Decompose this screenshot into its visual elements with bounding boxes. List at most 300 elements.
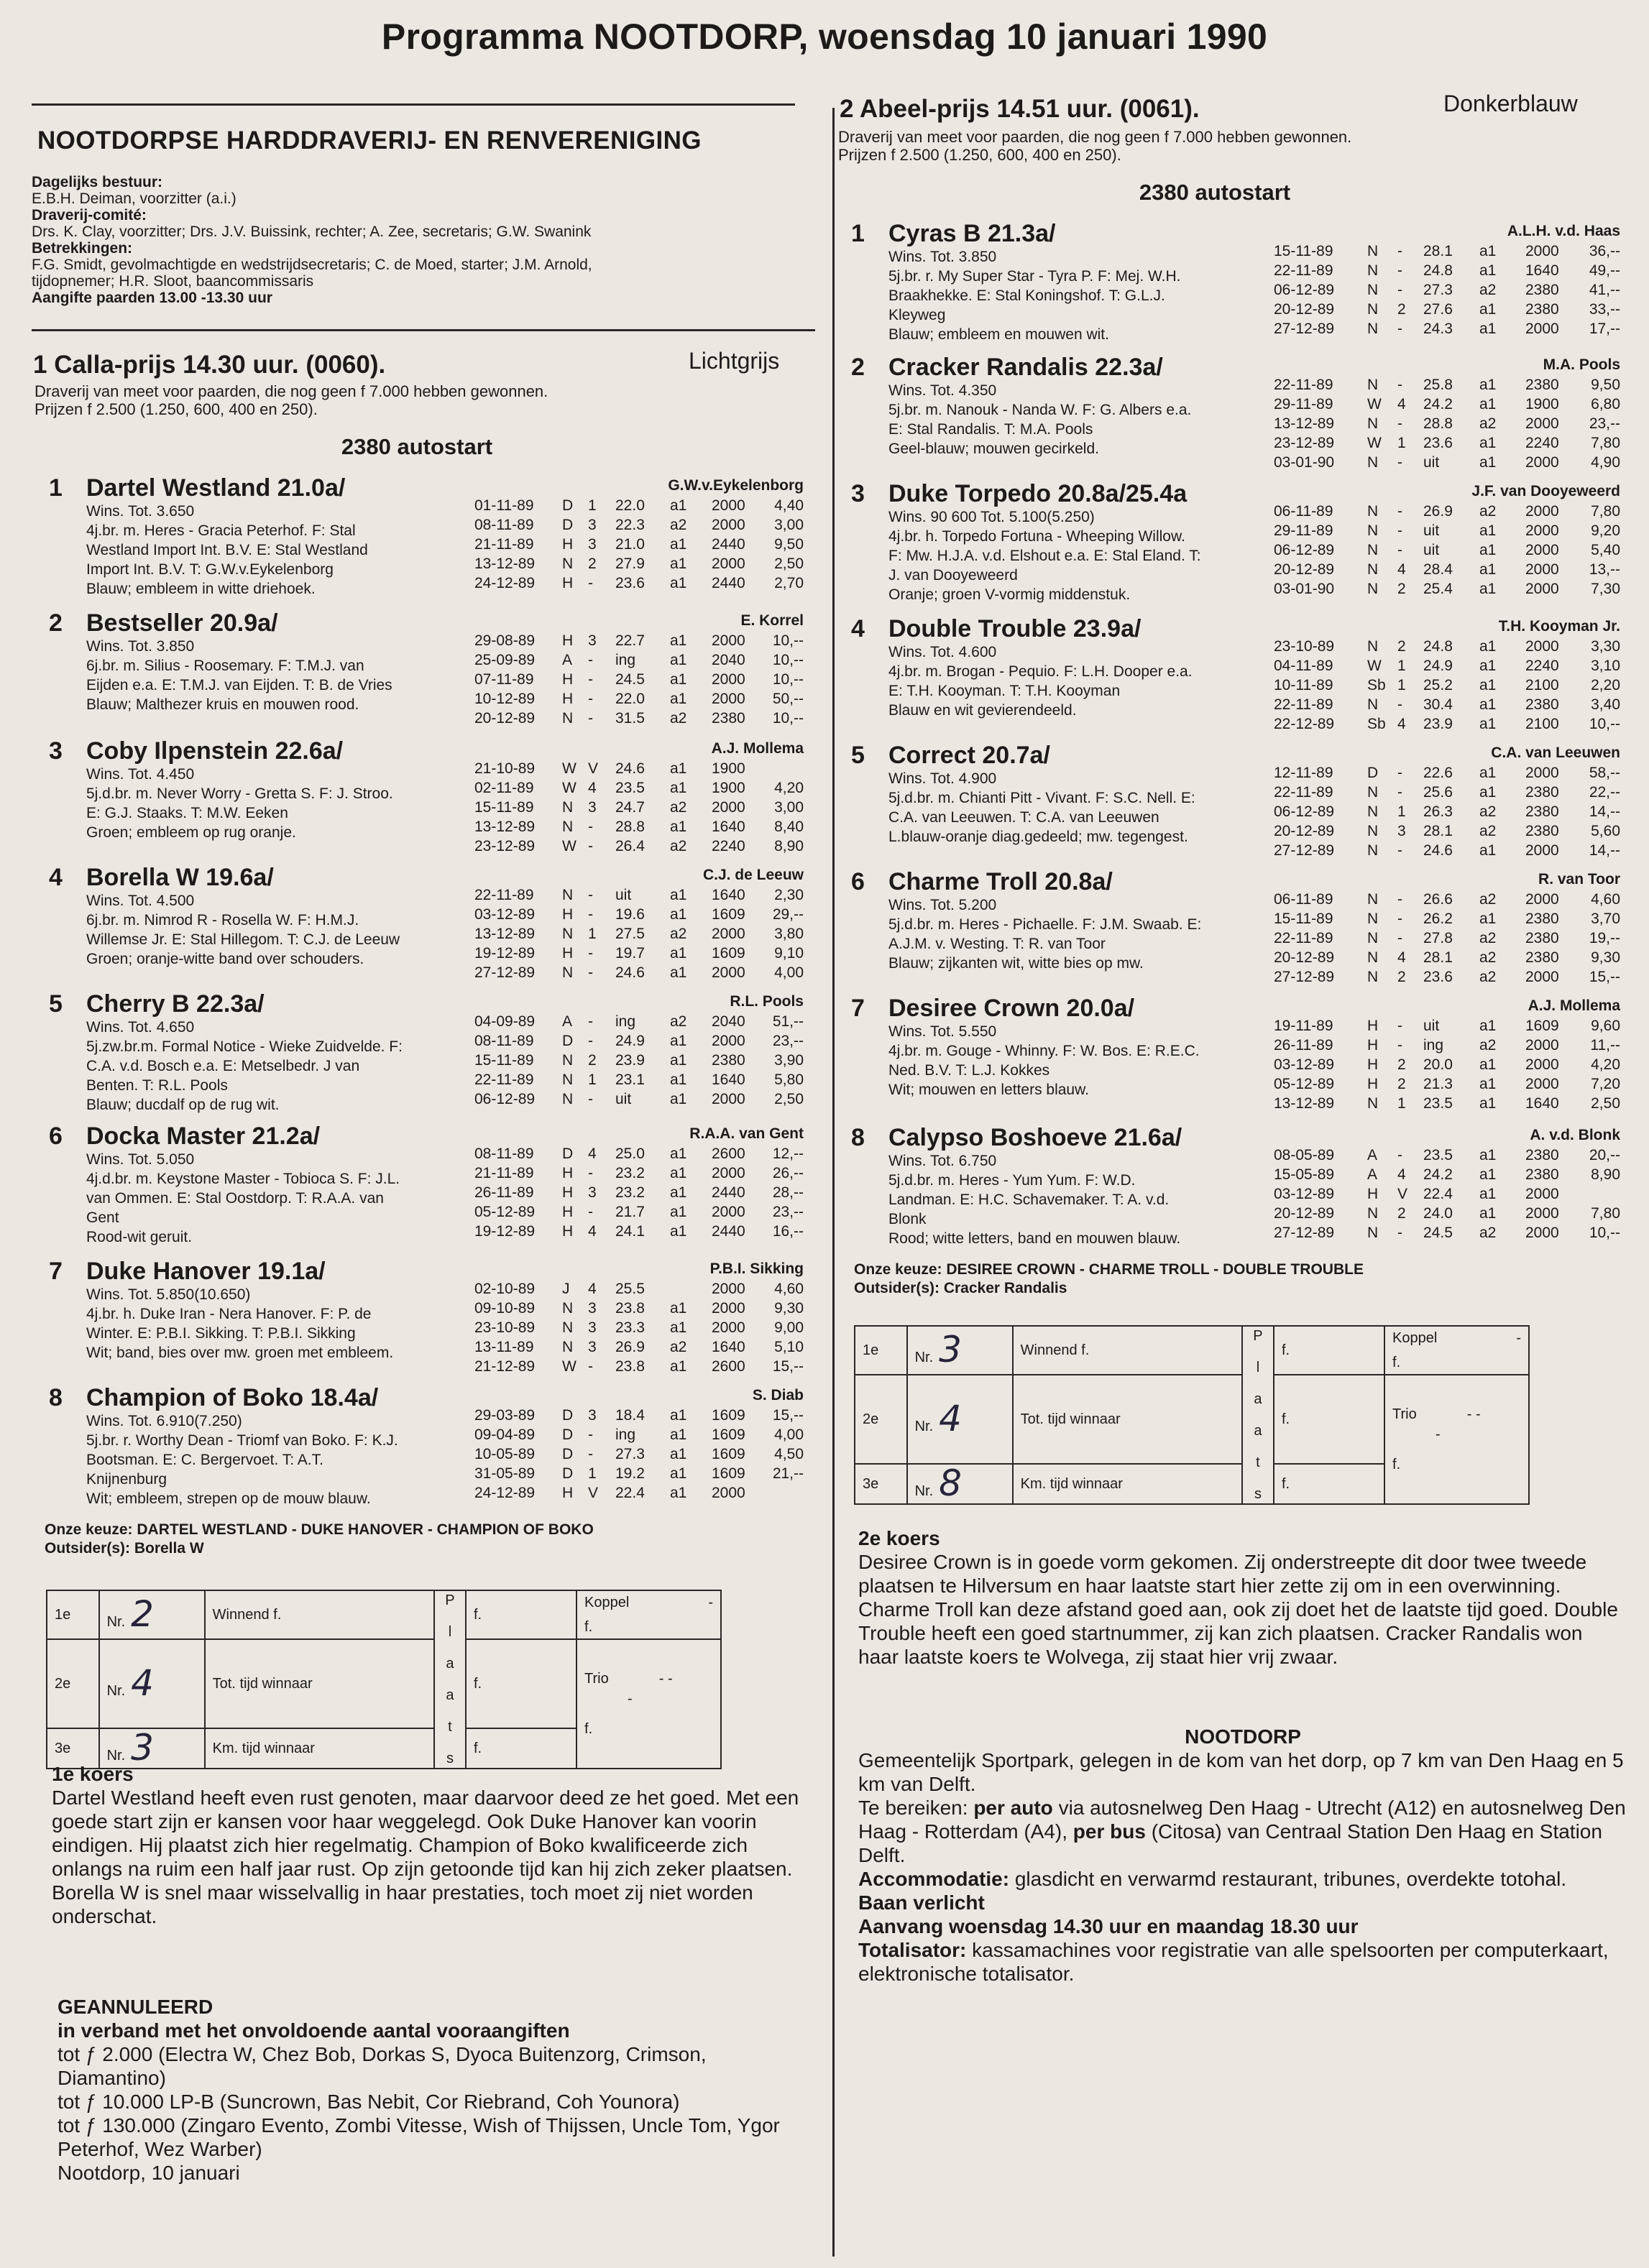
- run-cell: 2000: [1525, 503, 1559, 520]
- horse-info-line: Wins. Tot. 6.750: [888, 1153, 997, 1169]
- horse-name: [851, 995, 1134, 1023]
- run-row: [474, 1202, 804, 1222]
- run-row: [1274, 433, 1620, 453]
- run-cell: a1: [670, 1407, 687, 1424]
- run-cell: 3: [588, 1184, 597, 1201]
- horse-name: [49, 864, 274, 892]
- run-row: [474, 798, 804, 817]
- run-cell: 15,--: [1589, 969, 1620, 985]
- run-cell: 2380: [1525, 803, 1559, 820]
- horse-info-line: Westland Import Int. B.V. E: Stal Westland: [86, 542, 368, 558]
- run-cell: 2040: [712, 1013, 745, 1030]
- geannuleerd-line: Nootdorp, 10 januari: [58, 2162, 240, 2184]
- run-cell: W: [1367, 658, 1382, 674]
- horse-trainer: A. v.d. Blonk: [1530, 1127, 1620, 1143]
- koppel-dash: -: [1516, 1330, 1521, 1346]
- run-cell: 09-04-89: [474, 1426, 536, 1443]
- race2-keuze: Onze keuze: DESIREE CROWN - CHARME TROLL - DOUBLE TROUBLE: [854, 1261, 1364, 1278]
- trio-dashes: - -: [658, 1671, 673, 1687]
- koppel-label: Koppel: [1392, 1330, 1438, 1346]
- run-row: [474, 1183, 804, 1202]
- run-cell: 3,80: [774, 926, 804, 942]
- club-line: Drs. K. Clay, voorzitter; Drs. J.V. Buissink, rechter; A. Zee, secretaris; G.W. Swanink: [32, 223, 592, 240]
- run-cell: a1: [670, 819, 687, 835]
- run-cell: 15,--: [772, 1407, 804, 1424]
- run-cell: N: [562, 964, 574, 981]
- run-cell: a1: [670, 1223, 687, 1240]
- run-cell: 22-11-89: [474, 887, 534, 903]
- horse-info-line: Oranje; groen V-vormig middenstuk.: [888, 586, 1131, 603]
- run-cell: 4,60: [1591, 891, 1620, 908]
- run-cell: 36,--: [1589, 243, 1620, 259]
- run-cell: 2000: [712, 1281, 745, 1297]
- run-cell: a1: [1479, 243, 1497, 259]
- run-row: [474, 689, 804, 709]
- horse-entry: [49, 990, 804, 1112]
- run-cell: 26-11-89: [474, 1184, 534, 1201]
- run-cell: N: [1367, 377, 1379, 393]
- run-cell: 2440: [712, 575, 745, 591]
- horse-runs: [474, 759, 804, 856]
- run-cell: 23.5: [1423, 1095, 1453, 1112]
- result-handwritten-number: 2: [131, 1592, 154, 1635]
- run-cell: 23-12-89: [1274, 435, 1335, 451]
- run-cell: 2,50: [1591, 1095, 1620, 1112]
- run-cell: 1: [588, 1465, 597, 1482]
- run-cell: 4,00: [774, 1426, 804, 1443]
- run-cell: a1: [670, 632, 687, 649]
- horse-info-line: Wins. Tot. 3.850: [888, 249, 997, 265]
- run-cell: 2000: [712, 1033, 745, 1049]
- run-cell: N: [1367, 784, 1379, 801]
- club-line: tijdopnemer; H.R. Sloot, baancommissaris: [32, 273, 314, 290]
- horse-info-line: L.blauw-oranje diag.gedeeld; mw. tegengest.: [888, 829, 1188, 845]
- horse-info-line: 5j.d.br. m. Never Worry - Gretta S. F: J. Stroo.: [86, 785, 393, 802]
- horse-info-line: Wins. Tot. 4.600: [888, 644, 997, 660]
- run-cell: 24.7: [615, 799, 645, 816]
- race1-outsider: Outsider(s): Borella W: [45, 1540, 204, 1557]
- result-label: Tot. tijd winnaar: [1013, 1375, 1242, 1464]
- run-cell: -: [1397, 1225, 1402, 1241]
- horse-info-line: Wins. Tot. 6.910(7.250): [86, 1413, 242, 1429]
- run-row: [474, 963, 804, 982]
- run-cell: 2000: [712, 926, 745, 942]
- totalisator-text: kassamachines voor registratie van alle spelsoorten per computerkaart, elektronische totalisator.: [858, 1939, 1609, 1985]
- run-cell: 2240: [1525, 658, 1559, 674]
- run-cell: 3: [588, 1339, 597, 1355]
- run-row: [1274, 890, 1620, 909]
- run-cell: -: [588, 945, 593, 962]
- run-cell: 24.8: [1423, 262, 1453, 279]
- run-cell: 13-12-89: [474, 926, 536, 942]
- run-cell: N: [1367, 696, 1379, 713]
- run-cell: 25.6: [1423, 784, 1453, 801]
- trio-cell: [1384, 1375, 1529, 1504]
- run-row: [474, 1318, 804, 1337]
- run-cell: 2100: [1525, 677, 1559, 693]
- club-line: F.G. Smidt, gevolmachtigde en wedstrijdsecretaris; C. de Moed, starter; J.M. Arnold,: [32, 257, 592, 273]
- run-row: [1274, 967, 1620, 987]
- run-cell: 20,--: [1589, 1147, 1620, 1163]
- run-cell: 2000: [1525, 842, 1559, 859]
- horse-info-line: 4j.d.br. m. Keystone Master - Tobioca S. F: J.L.: [86, 1171, 400, 1187]
- horse-info-line: E: G.J. Staaks. T: M.W. Eeken: [86, 805, 288, 821]
- horse-info-line: Bootsman. E: C. Bergervoet. T: A.T.: [86, 1452, 323, 1468]
- run-row: [1274, 841, 1620, 860]
- run-cell: 06-12-89: [1274, 803, 1335, 820]
- run-cell: N: [1367, 522, 1379, 539]
- trio-dash: -: [628, 1691, 633, 1707]
- run-cell: a1: [1479, 1166, 1497, 1183]
- run-cell: H: [562, 1485, 574, 1501]
- horse-info-line: Blauw; ducdalf op de rug wit.: [86, 1097, 280, 1113]
- run-cell: 2600: [712, 1145, 745, 1162]
- run-cell: N: [562, 1319, 574, 1336]
- run-cell: ing: [615, 1426, 636, 1443]
- horse-name-text: Coby Ilpenstein 22.6a/: [86, 737, 344, 765]
- run-cell: 22-12-89: [1274, 716, 1335, 732]
- run-cell: 4,40: [774, 497, 804, 514]
- run-cell: 2100: [1525, 716, 1559, 732]
- run-cell: -: [588, 1446, 593, 1462]
- run-cell: 1640: [712, 1071, 745, 1088]
- run-row: [474, 1031, 804, 1051]
- run-cell: 05-12-89: [1274, 1076, 1335, 1092]
- result-label: Km. tijd winnaar: [205, 1728, 434, 1769]
- run-cell: 24.1: [615, 1223, 645, 1240]
- run-cell: 26.4: [615, 838, 645, 854]
- koppel-f: f.: [1392, 1355, 1401, 1370]
- run-cell: -: [1397, 377, 1402, 393]
- run-cell: 2000: [712, 1091, 745, 1107]
- run-cell: 2380: [1525, 784, 1559, 801]
- horse-info-line: A.J.M. v. Westing. T: R. van Toor: [888, 936, 1106, 952]
- run-cell: a1: [670, 1465, 687, 1482]
- koppel-cell: [577, 1590, 721, 1639]
- run-row: [1274, 375, 1620, 395]
- run-cell: a1: [670, 575, 687, 591]
- run-cell: Sb: [1367, 716, 1386, 732]
- run-cell: 2000: [1525, 765, 1559, 781]
- run-row: [1274, 1094, 1620, 1113]
- run-cell: W: [562, 780, 577, 796]
- run-cell: 4,90: [1591, 454, 1620, 471]
- run-cell: 22.0: [615, 497, 645, 514]
- run-cell: -: [1397, 243, 1402, 259]
- plaats-f: f.: [1274, 1464, 1384, 1504]
- run-row: [1274, 453, 1620, 472]
- run-cell: 5,60: [1591, 823, 1620, 839]
- horse-name-text: Desiree Crown 20.0a/: [888, 995, 1135, 1022]
- run-cell: 10-11-89: [1274, 677, 1333, 693]
- run-cell: 24.2: [1423, 396, 1453, 412]
- header-rule-left: [32, 103, 795, 106]
- horse-number: 7: [49, 1258, 63, 1285]
- horse-name-text: Cyras B 21.3a/: [888, 220, 1056, 247]
- run-cell: 1: [1397, 1095, 1406, 1112]
- run-cell: 22.4: [615, 1485, 645, 1501]
- horse-runs: [474, 631, 804, 728]
- run-cell: N: [562, 1071, 574, 1088]
- run-cell: -: [1397, 911, 1402, 927]
- run-cell: 08-11-89: [474, 1145, 534, 1162]
- accommodation-text: glasdicht en verwarmd restaurant, tribunes, overdekte totohal.: [1009, 1868, 1567, 1890]
- run-row: [1274, 1055, 1620, 1074]
- run-cell: -: [1397, 696, 1402, 713]
- result-row: [47, 1639, 721, 1728]
- run-row: [474, 1464, 804, 1483]
- run-cell: 06-12-89: [1274, 282, 1335, 298]
- horse-info-line: Wins. Tot. 5.050: [86, 1151, 195, 1168]
- run-row: [1274, 414, 1620, 433]
- run-cell: -: [1397, 321, 1402, 337]
- run-row: [1274, 714, 1620, 734]
- koppel-row: [584, 1592, 713, 1613]
- run-cell: 21-11-89: [474, 1165, 534, 1181]
- run-cell: H: [562, 536, 574, 553]
- run-cell: D: [562, 1426, 574, 1443]
- run-cell: -: [1397, 542, 1402, 558]
- run-cell: 13-12-89: [474, 819, 536, 835]
- run-cell: 9,50: [1591, 377, 1620, 393]
- run-cell: 14,--: [1589, 803, 1620, 820]
- run-cell: N: [1367, 1225, 1379, 1241]
- run-row: [1274, 821, 1620, 841]
- run-cell: 15-11-89: [474, 799, 534, 816]
- run-cell: 29-03-89: [474, 1407, 536, 1424]
- horse-info-line: Rood; witte letters, band en mouwen blauw.: [888, 1230, 1181, 1247]
- nootdorp-totalisator: [858, 1938, 1627, 1986]
- horse-number: 5: [851, 742, 865, 769]
- result-label: Winnend f.: [205, 1590, 434, 1639]
- run-cell: 08-05-89: [1274, 1147, 1335, 1163]
- club-line: Betrekkingen:: [32, 240, 133, 257]
- horse-info-line: Eijden e.a. E: T.M.J. van Eijden. T: B. de Vries: [86, 677, 392, 693]
- directions-text: via autosnelweg Den Haag - Utrecht (A12) en autosnelweg Den Haag - Rotterdam (A4),: [858, 1797, 1626, 1843]
- run-cell: N: [1367, 823, 1379, 839]
- run-cell: 3: [588, 1407, 597, 1424]
- run-row: [1274, 560, 1620, 579]
- result-nr-label: Nr.: [106, 1682, 126, 1699]
- horse-info-line: Landman. E: H.C. Schavemaker. T: A. v.d.: [888, 1191, 1170, 1208]
- run-row: [474, 670, 804, 689]
- run-cell: 5,80: [774, 1071, 804, 1088]
- nootdorp-directions: [858, 1796, 1627, 1867]
- run-cell: 8,90: [774, 838, 804, 854]
- horse-info-line: 5j.br. m. Nanouk - Nanda W. F: G. Albers e.a.: [888, 402, 1192, 418]
- horse-runs: [1274, 241, 1620, 338]
- run-cell: a2: [1479, 891, 1497, 908]
- horse-entry: [851, 354, 1620, 476]
- horse-info-line: Wit; band, bies over mw. groen met embleem.: [86, 1345, 394, 1361]
- run-cell: 17,--: [1589, 321, 1620, 337]
- run-cell: a1: [1479, 784, 1497, 801]
- run-cell: a1: [670, 780, 687, 796]
- run-cell: N: [562, 799, 574, 816]
- run-cell: a1: [1479, 301, 1497, 318]
- run-cell: a1: [1479, 1076, 1497, 1092]
- run-row: [1274, 928, 1620, 948]
- nootdorp-start: Aanvang woensdag 14.30 uur en maandag 18.30 uur: [858, 1915, 1359, 1937]
- run-cell: a1: [1479, 1147, 1497, 1163]
- run-row: [474, 885, 804, 905]
- run-cell: 1: [588, 497, 597, 514]
- result-row: [47, 1590, 721, 1639]
- run-cell: 8,40: [774, 819, 804, 835]
- run-cell: W: [1367, 396, 1382, 412]
- horse-info-line: Wit; embleem, strepen op de mouw blauw.: [86, 1490, 371, 1507]
- run-row: [474, 759, 804, 778]
- run-cell: a2: [1479, 415, 1497, 432]
- result-table: [46, 1590, 722, 1769]
- run-cell: 9,30: [1591, 949, 1620, 966]
- horse-entry: [851, 995, 1620, 1117]
- run-cell: a1: [670, 1319, 687, 1336]
- run-cell: a1: [670, 671, 687, 688]
- run-cell: W: [1367, 435, 1382, 451]
- run-cell: a2: [1479, 823, 1497, 839]
- run-cell: 2: [1397, 581, 1406, 597]
- run-cell: a1: [670, 1485, 687, 1501]
- run-cell: 9,60: [1591, 1018, 1620, 1034]
- run-row: [474, 1425, 804, 1444]
- run-cell: a1: [670, 1426, 687, 1443]
- run-cell: a2: [670, 838, 687, 854]
- run-cell: 7,80: [1591, 503, 1620, 520]
- run-cell: H: [1367, 1037, 1379, 1054]
- run-row: [474, 1279, 804, 1299]
- run-cell: 20.0: [1423, 1056, 1453, 1073]
- trio-f: f.: [1392, 1457, 1401, 1472]
- horse-info-line: Wins. Tot. 3.650: [86, 503, 195, 520]
- run-cell: a2: [1479, 503, 1497, 520]
- run-cell: 23.6: [1423, 435, 1453, 451]
- run-cell: 2,30: [774, 887, 804, 903]
- horse-trainer: G.W.v.Eykelenborg: [668, 477, 804, 494]
- result-nr-cell: [907, 1375, 1013, 1464]
- run-cell: 2380: [1525, 930, 1559, 946]
- run-cell: a1: [670, 1300, 687, 1317]
- horse-info: [888, 381, 1191, 458]
- run-cell: 03-01-90: [1274, 581, 1335, 597]
- run-cell: 24.2: [1423, 1166, 1453, 1183]
- run-cell: N: [562, 1052, 574, 1069]
- horse-name: [851, 615, 1141, 643]
- run-cell: H: [1367, 1056, 1379, 1073]
- run-cell: -: [588, 1426, 593, 1443]
- horse-info-line: Wins. Tot. 5.550: [888, 1023, 997, 1040]
- horse-name: [851, 742, 1050, 770]
- run-row: [474, 836, 804, 856]
- run-row: [474, 1144, 804, 1163]
- plaats-label: P l a a t s: [434, 1590, 466, 1769]
- nootdorp-block: [858, 1725, 1627, 1986]
- horse-name: [49, 1123, 320, 1151]
- horse-info-line: 4j.br. m. Heres - Gracia Peterhof. F: Stal: [86, 522, 356, 539]
- run-cell: N: [1367, 542, 1379, 558]
- run-cell: 26,--: [772, 1165, 804, 1181]
- run-cell: 2000: [1525, 638, 1559, 655]
- run-cell: D: [562, 1465, 574, 1482]
- run-cell: a1: [1479, 522, 1497, 539]
- plaats-f: f.: [466, 1639, 577, 1728]
- koppel-row: [1392, 1328, 1521, 1348]
- horse-info-line: 5j.br. r. My Super Star - Tyra P. F: Mej. W.H.: [888, 268, 1181, 285]
- run-row: [1274, 579, 1620, 599]
- horse-number: 3: [851, 480, 865, 507]
- run-cell: 1640: [712, 887, 745, 903]
- race1-title: 1 Calla-prijs 14.30 uur. (0060).: [33, 351, 386, 379]
- horse-info: [86, 637, 392, 714]
- result-label: Winnend f.: [1013, 1326, 1242, 1375]
- race1-desc-1: Draverij van meet voor paarden, die nog geen f 7.000 hebben gewonnen.: [35, 382, 548, 400]
- run-cell: 27-12-89: [1274, 321, 1335, 337]
- run-cell: H: [562, 1184, 574, 1201]
- run-cell: 24.0: [1423, 1205, 1453, 1222]
- run-cell: 2000: [1525, 1205, 1559, 1222]
- run-cell: -: [588, 1204, 593, 1220]
- run-cell: -: [1397, 262, 1402, 279]
- run-cell: 06-11-89: [1274, 891, 1333, 908]
- run-cell: 21.3: [1423, 1076, 1453, 1092]
- run-cell: a1: [670, 1184, 687, 1201]
- run-cell: -: [588, 906, 593, 923]
- result-label: Km. tijd winnaar: [1013, 1464, 1242, 1504]
- horse-runs: [474, 496, 804, 593]
- result-position: 3e: [855, 1464, 907, 1504]
- run-cell: 2380: [712, 1052, 745, 1069]
- run-cell: 2380: [1525, 1147, 1559, 1163]
- horse-info-line: Groen; embleem op rug oranje.: [86, 824, 296, 841]
- run-cell: 2000: [1525, 1076, 1559, 1092]
- run-cell: a1: [1479, 321, 1497, 337]
- run-cell: V: [1397, 1186, 1408, 1202]
- run-cell: a2: [670, 1339, 687, 1355]
- run-cell: 24.9: [1423, 658, 1453, 674]
- run-cell: 10,--: [1589, 716, 1620, 732]
- run-cell: A: [1367, 1147, 1378, 1163]
- run-cell: 24-12-89: [474, 575, 536, 591]
- run-cell: a2: [1479, 949, 1497, 966]
- run-cell: 2000: [1525, 969, 1559, 985]
- run-cell: W: [562, 838, 577, 854]
- race2-desc-2: Prijzen f 2.500 (1.250, 600, 400 en 250).: [838, 146, 1121, 164]
- run-cell: N: [1367, 243, 1379, 259]
- run-cell: 2380: [1525, 949, 1559, 966]
- run-cell: 33,--: [1589, 301, 1620, 318]
- koppel-dash: -: [708, 1595, 713, 1610]
- trio-label: Trio: [584, 1671, 609, 1687]
- run-cell: 2240: [1525, 435, 1559, 451]
- run-cell: 15-11-89: [474, 1052, 534, 1069]
- run-cell: 4: [588, 1223, 597, 1240]
- run-cell: 20-12-89: [1274, 823, 1335, 839]
- run-row: [474, 1357, 804, 1376]
- run-cell: N: [1367, 949, 1379, 966]
- run-cell: a1: [1479, 1056, 1497, 1073]
- run-cell: a1: [1479, 377, 1497, 393]
- horse-info: [86, 1018, 403, 1115]
- horse-info: [86, 891, 400, 969]
- run-cell: 29,--: [772, 906, 804, 923]
- horse-name: [49, 1258, 326, 1286]
- directions-bus: per bus: [1072, 1820, 1146, 1843]
- run-cell: 27.8: [1423, 930, 1453, 946]
- plaats-f: f.: [1274, 1326, 1384, 1375]
- run-cell: a1: [1479, 911, 1497, 927]
- run-cell: 2440: [712, 1223, 745, 1240]
- horse-entry: [49, 1258, 804, 1380]
